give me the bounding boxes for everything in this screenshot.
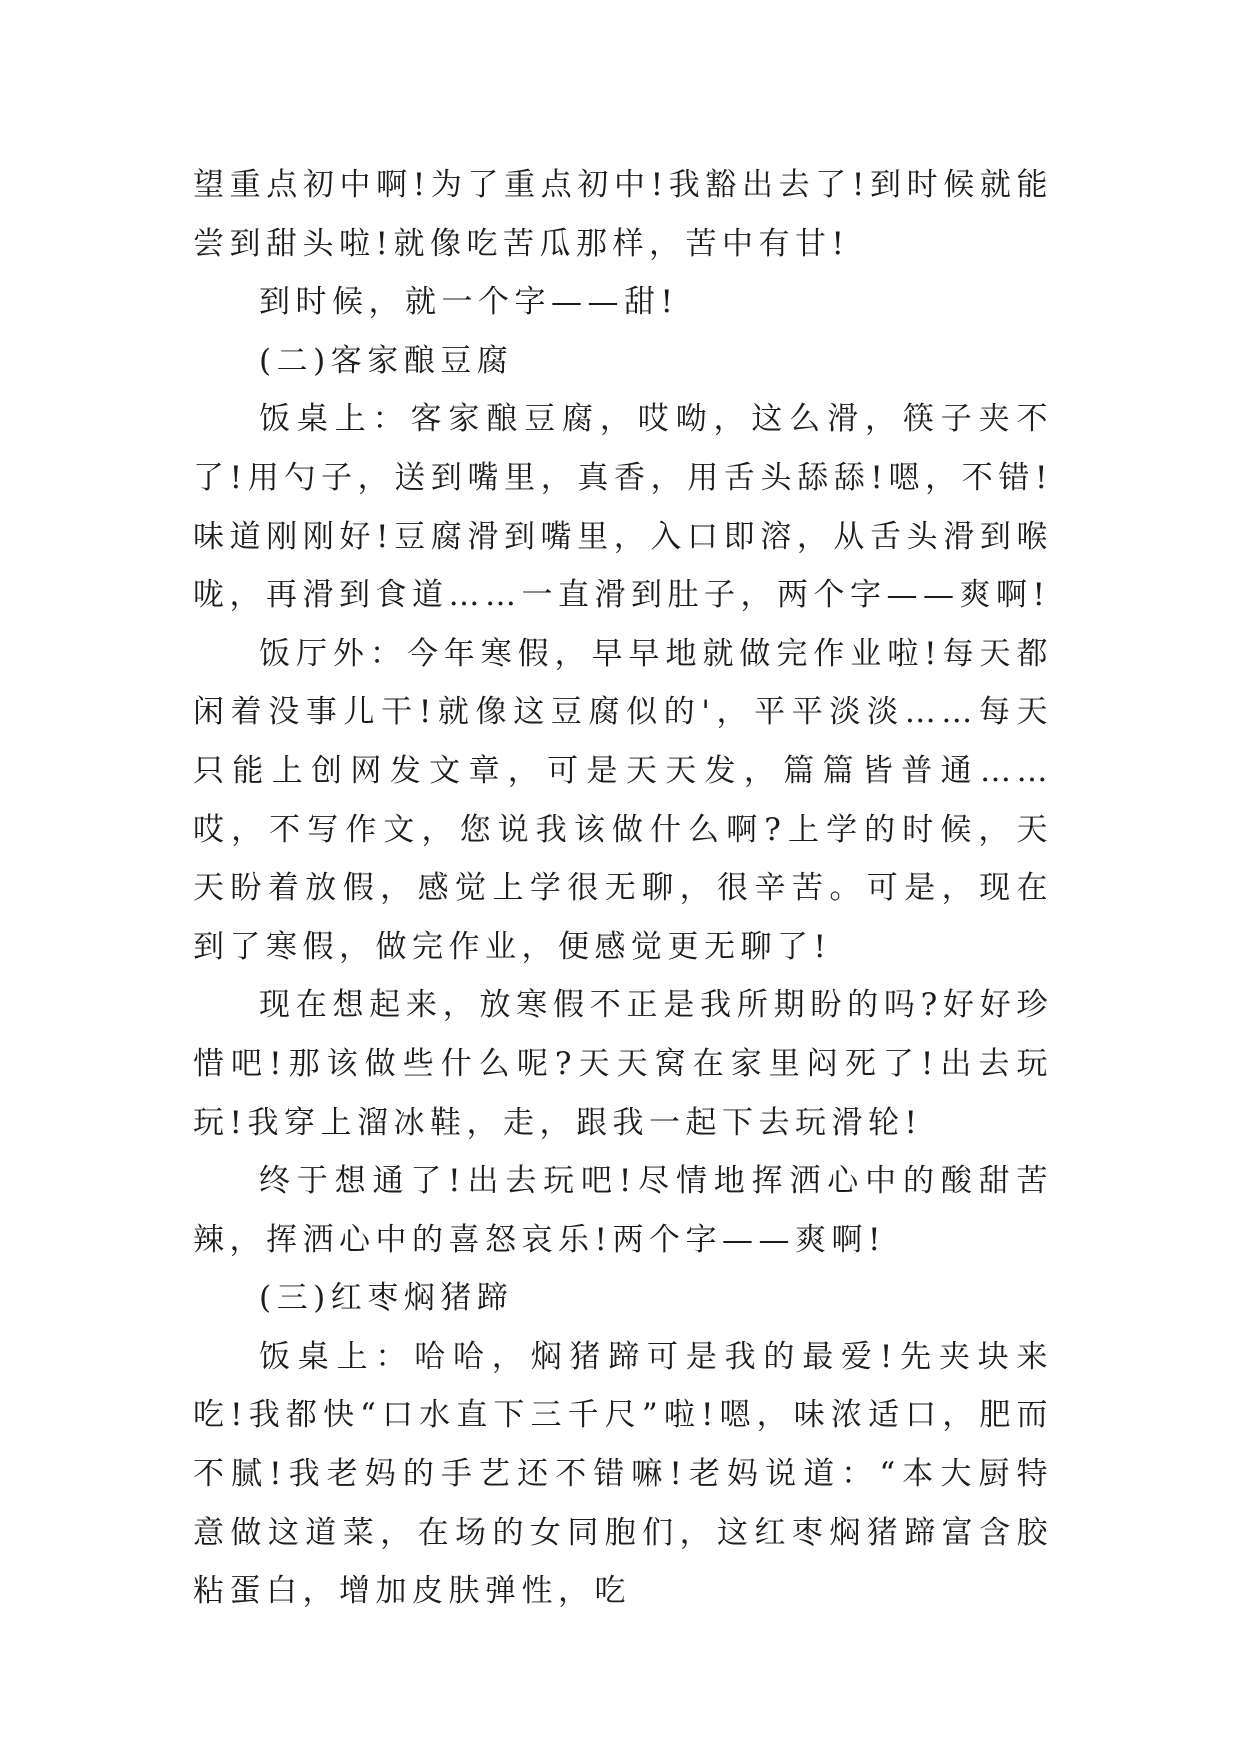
paragraph-continuation: 望重点初中啊!为了重点初中!我豁出去了!到时候就能尝到甜头啦!就像吃苦瓜那样，苦中有甘!	[193, 167, 1053, 262]
section-heading-pork-trotter: (三)红枣焖猪蹄	[259, 1280, 514, 1317]
document-body	[193, 156, 1053, 1621]
paragraph-reflection: 现在想起来，放寒假不正是我所期盼的吗?好好珍惜吧!那该做些什么呢?天天窝在家里闷死了!出去玩玩!我穿上溜冰鞋，走，跟我一起下去玩滑轮!	[193, 987, 1053, 1141]
paragraph-realization: 终于想通了!出去玩吧!尽情地挥洒心中的酸甜苦辣，挥洒心中的喜怒哀乐!两个字——爽啊!	[193, 1163, 1053, 1258]
section-heading-hakka-tofu: (二)客家酿豆腐	[259, 342, 514, 379]
paragraph-pork-dinner-table: 饭桌上：哈哈，焖猪蹄可是我的最爱!先夹块来吃!我都快“口水直下三千尺”啦!嗯，味浓适口，肥而不腻!我老妈的手艺还不错嘛!老妈说道：“本大厨特意做这道菜，在场的女同胞们，这红枣焖猪蹄富含胶粘蛋白，增加皮肤弹性，吃	[193, 1338, 1053, 1610]
paragraph-tofu-dinner-table: 饭桌上：客家酿豆腐，哎呦，这么滑，筷子夹不了!用勺子，送到嘴里，真香，用舌头舔舔!嗯，不错!味道刚刚好!豆腐滑到嘴里，入口即溶，从舌头滑到喉咙，再滑到食道……一直滑到肚子，两个字——爽啊!	[193, 401, 1053, 614]
paragraph-sweet-conclusion: 到时候，就一个字——甜!	[259, 284, 679, 321]
paragraph-tofu-outside: 饭厅外：今年寒假，早早地就做完作业啦!每天都闲着没事儿干!就像这豆腐似的'，平平淡淡……每天只能上创网发文章，可是天天发，篇篇皆普通……哎，不写作文，您说我该做什么啊?上学的时候，天天盼着放假，感觉上学很无聊，很辛苦。可是，现在到了寒假，做完作业，便感觉更无聊了!	[193, 635, 1053, 965]
